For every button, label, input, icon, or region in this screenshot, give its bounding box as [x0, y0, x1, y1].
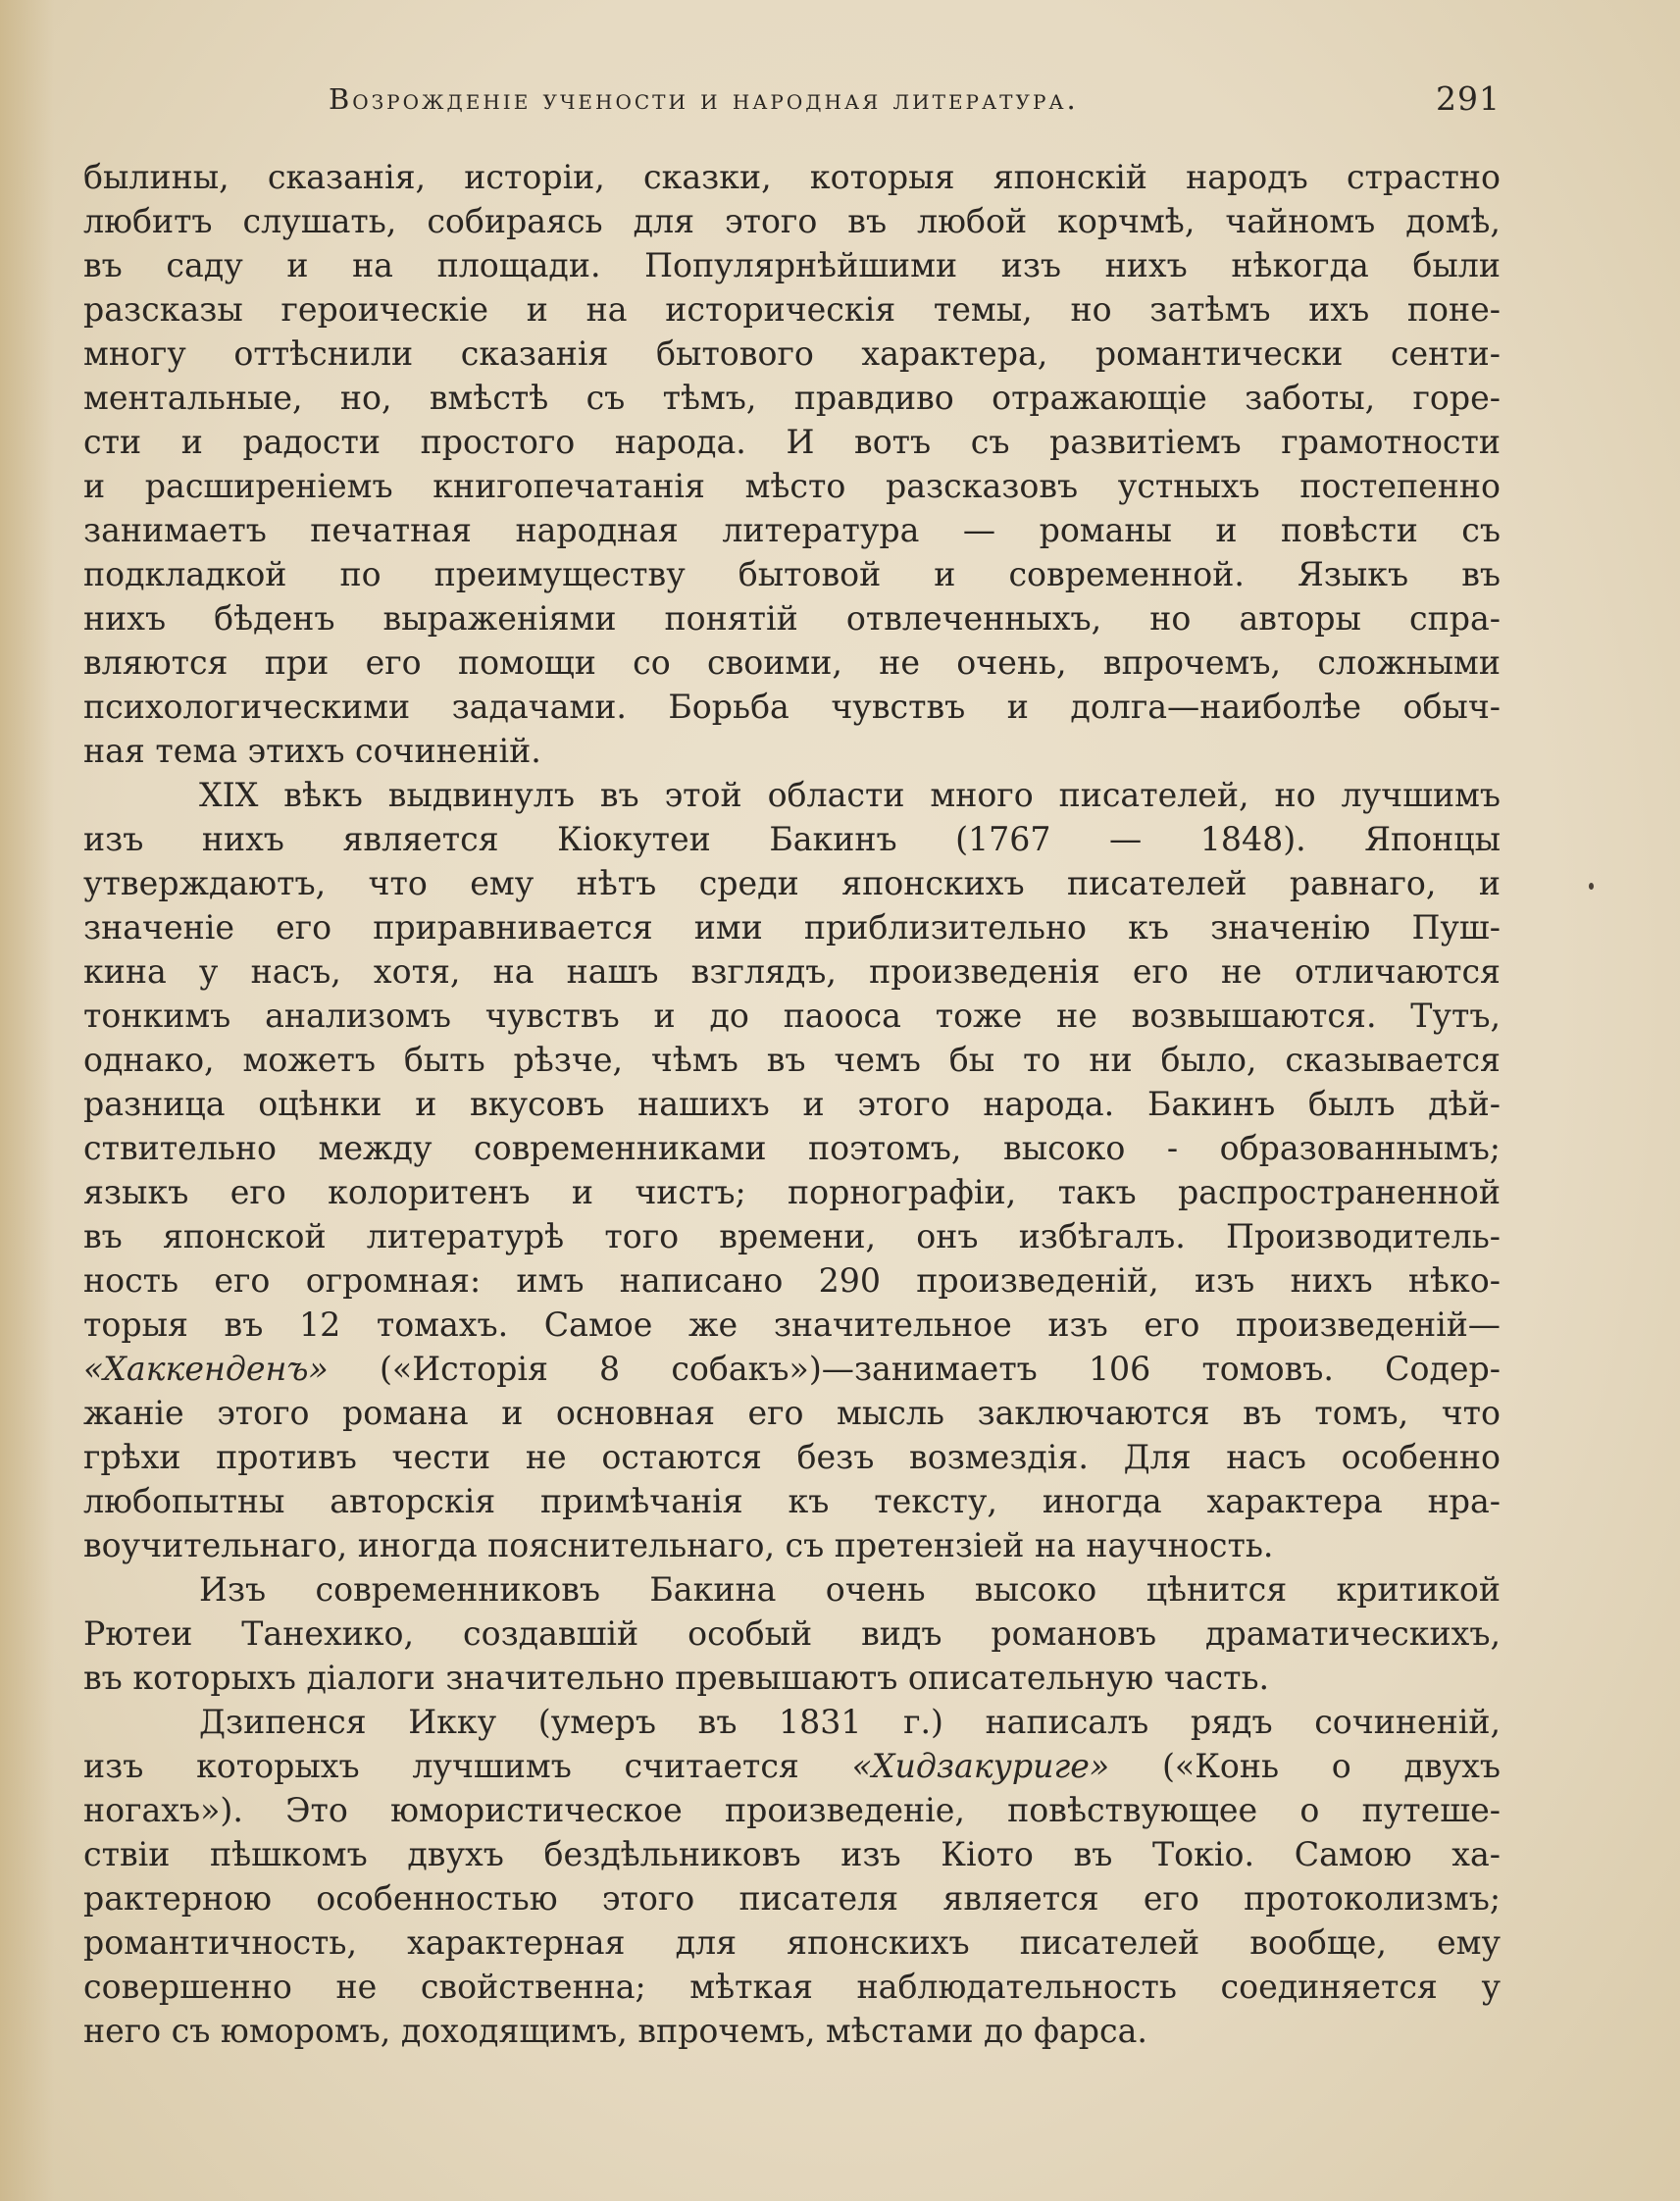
text-line: любитъ слушать, собираясь для этого въ любой корчмѣ, чайномъ домѣ, [83, 202, 1501, 240]
text-line: совершенно не свойственна; мѣткая наблюдательность соединяется у [83, 1968, 1501, 2006]
text-line: ствіи пѣшкомъ двухъ бездѣльниковъ изъ Кіото въ Токіо. Самою ха- [83, 1835, 1501, 1873]
text-line: нихъ бѣденъ выраженіями понятій отвлеченныхъ, но авторы спра- [83, 599, 1501, 638]
text-line: ствительно между современниками поэтомъ, высоко - образованнымъ; [83, 1129, 1501, 1167]
text-line: въ японской литературѣ того времени, онъ избѣгалъ. Производитель- [83, 1217, 1501, 1255]
text-line: жаніе этого романа и основная его мысль заключаются въ томъ, что [83, 1394, 1501, 1432]
text-line: вляются при его помощи со своими, не очень, впрочемъ, сложными [83, 643, 1501, 682]
text-line: языкъ его колоритенъ и чистъ; порнографіи, такъ распространенной [83, 1173, 1501, 1211]
text-line: него съ юморомъ, доходящимъ, впрочемъ, мѣстами до фарса. [83, 2012, 1147, 2050]
text-line: воучительнаго, иногда пояснительнаго, съ претензіей на научность. [83, 1526, 1274, 1564]
page-number: 291 [1436, 79, 1501, 118]
text-line: подкладкой по преимуществу бытовой и современной. Языкъ въ [83, 555, 1501, 593]
text-line: занимаетъ печатная народная литература — романы и повѣсти съ [83, 511, 1501, 549]
text-line: ная тема этихъ сочиненій. [83, 732, 541, 770]
text-line: торыя въ 12 томахъ. Самое же значительное изъ его произведеній— [83, 1305, 1501, 1344]
text-line: любопытны авторскія примѣчанія къ тексту, иногда характера нра- [83, 1482, 1501, 1520]
text-line: былины, сказанія, исторіи, сказки, которыя японскій народъ страстно [83, 158, 1501, 196]
text-line: сти и радости простого народа. И вотъ съ развитіемъ грамотности [83, 423, 1501, 461]
running-head: Возрожденіе учености и народная литература. [329, 82, 1079, 116]
text-line: ногахъ»). Это юмористическое произведеніе, повѣствующее о путеше- [83, 1791, 1501, 1829]
ink-speck [1589, 883, 1594, 890]
text-line: Дзипенся Икку (умеръ въ 1831 г.) написалъ рядъ сочиненій, [199, 1703, 1501, 1741]
text-line: тонкимъ анализомъ чувствъ и до паооса тоже не возвышаются. Тутъ, [83, 997, 1501, 1035]
page-header [329, 75, 1501, 124]
text-line: и расширеніемъ книгопечатанія мѣсто разсказовъ устныхъ постепенно [83, 467, 1501, 505]
text-line: ментальные, но, вмѣстѣ съ тѣмъ, правдиво отражающіе заботы, горе- [83, 379, 1501, 417]
text-line: утверждаютъ, что ему нѣтъ среди японскихъ писателей равнаго, и [83, 864, 1501, 902]
text-line: кина у насъ, хотя, на нашъ взглядъ, произведенія его не отличаются [83, 952, 1501, 991]
text-line: многу оттѣснили сказанія бытового характера, романтически сенти- [83, 334, 1501, 373]
text-line: изъ нихъ является Кіокутеи Бакинъ (1767 — 1848). Японцы [83, 820, 1501, 858]
text-line: XIX вѣкъ выдвинулъ въ этой области много писателей, но лучшимъ [199, 776, 1501, 814]
body-text [83, 155, 1501, 2053]
text-line: разсказы героическіе и на историческія темы, но затѣмъ ихъ поне- [83, 290, 1501, 329]
text-line: однако, можетъ быть рѣзче, чѣмъ въ чемъ бы то ни было, сказывается [83, 1041, 1501, 1079]
text-line: значеніе его приравнивается ими приблизительно къ значенію Пуш- [83, 908, 1501, 947]
text-line: «Хаккенденъ» («Исторія 8 собакъ»)—занимаетъ 106 томовъ. Содер- [83, 1350, 1501, 1388]
text-line: Изъ современниковъ Бакина очень высоко цѣнится критикой [199, 1570, 1501, 1609]
text-line: рактерною особенностью этого писателя является его протоколизмъ; [83, 1879, 1501, 1918]
text-line: въ саду и на площади. Популярнѣйшими изъ нихъ нѣкогда были [83, 246, 1501, 284]
text-line: психологическими задачами. Борьба чувствъ и долга—наиболѣе обыч- [83, 688, 1501, 726]
text-line: изъ которыхъ лучшимъ считается «Хидзакуриге» («Конь о двухъ [83, 1747, 1501, 1785]
text-line: романтичность, характерная для японскихъ писателей вообще, ему [83, 1923, 1501, 1962]
text-line: въ которыхъ діалоги значительно превышаютъ описательную часть. [83, 1659, 1270, 1697]
text-line: Рютеи Танехико, создавшій особый видъ романовъ драматическихъ, [83, 1614, 1501, 1653]
text-line: разница оцѣнки и вкусовъ нашихъ и этого народа. Бакинъ былъ дѣй- [83, 1085, 1501, 1123]
text-line: грѣхи противъ чести не остаются безъ возмездія. Для насъ особенно [83, 1438, 1501, 1476]
text-line: ность его огромная: имъ написано 290 произведеній, изъ нихъ нѣко- [83, 1261, 1501, 1300]
